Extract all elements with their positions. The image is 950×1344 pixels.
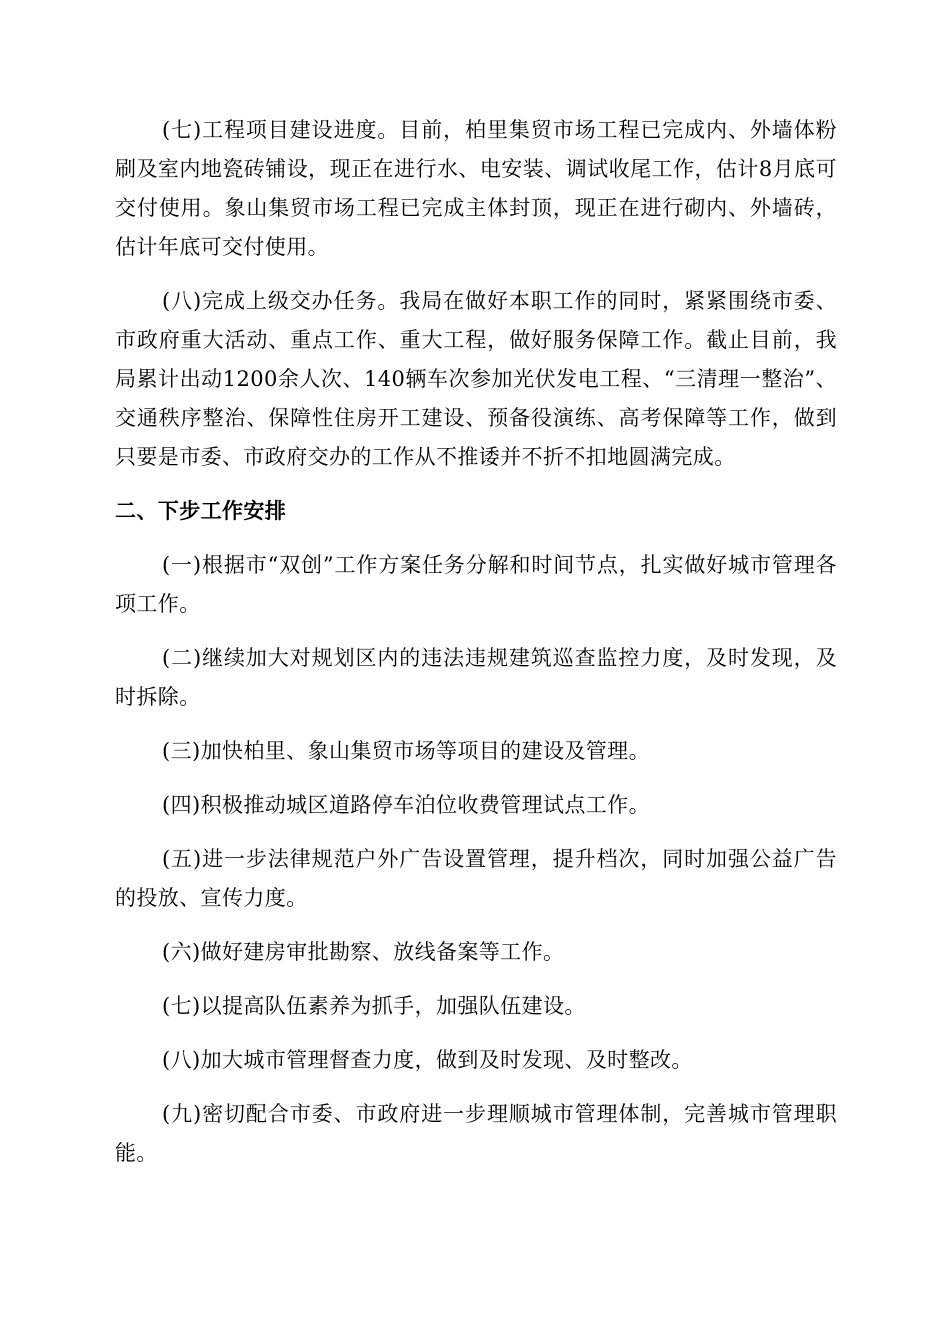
list-item: (四)积极推动城区道路停车泊位收费管理试点工作。	[162, 793, 650, 817]
paragraph-project-progress: (七)工程项目建设进度。目前，柏里集贸市场工程已完成内、外墙体粉刷及室内地瓷砖铺设，现正在进行水、电安装、调试收尾工作，估计8月底可交付使用。象山集贸市场工程已完成主体封顶，现正在进行砌内、外墙砖，估计年底可交付使用。	[115, 118, 837, 259]
list-item: (八)加大城市管理督查力度，做到及时发现、及时整改。	[162, 1048, 693, 1072]
list-item: (六)做好建房审批勘察、放线备案等工作。	[162, 940, 565, 964]
list-item: (九)密切配合市委、市政府进一步理顺城市管理体制，完善城市管理职能。	[115, 1102, 837, 1165]
list-item: (一)根据市“双创”工作方案任务分解和时间节点，扎实做好城市管理各项工作。	[115, 553, 837, 616]
section-heading: 二、下步工作安排	[115, 499, 287, 523]
list-item: (五)进一步法律规范户外广告设置管理，提升档次，同时加强公益广告的投放、宣传力度。	[115, 847, 837, 910]
document-body	[115, 111, 837, 1188]
list-item: (三)加快柏里、象山集贸市场等项目的建设及管理。	[162, 739, 650, 763]
list-item: (七)以提高队伍素养为抓手，加强队伍建设。	[162, 994, 586, 1018]
paragraph-assigned-tasks: (八)完成上级交办任务。我局在做好本职工作的同时，紧紧围绕市委、市政府重大活动、重点工作、重大工程，做好服务保障工作。截止目前，我局累计出动1200余人次、140辆车次参加光伏发电工程、“三清理一整治”、交通秩序整治、保障性住房开工建设、预备役演练、高考保障等工作，做到只要是市委、市政府交办的工作从不推诿并不折不扣地圆满完成。	[115, 289, 837, 469]
list-item: (二)继续加大对规划区内的违法违规建筑巡查监控力度，及时发现，及时拆除。	[115, 646, 837, 709]
